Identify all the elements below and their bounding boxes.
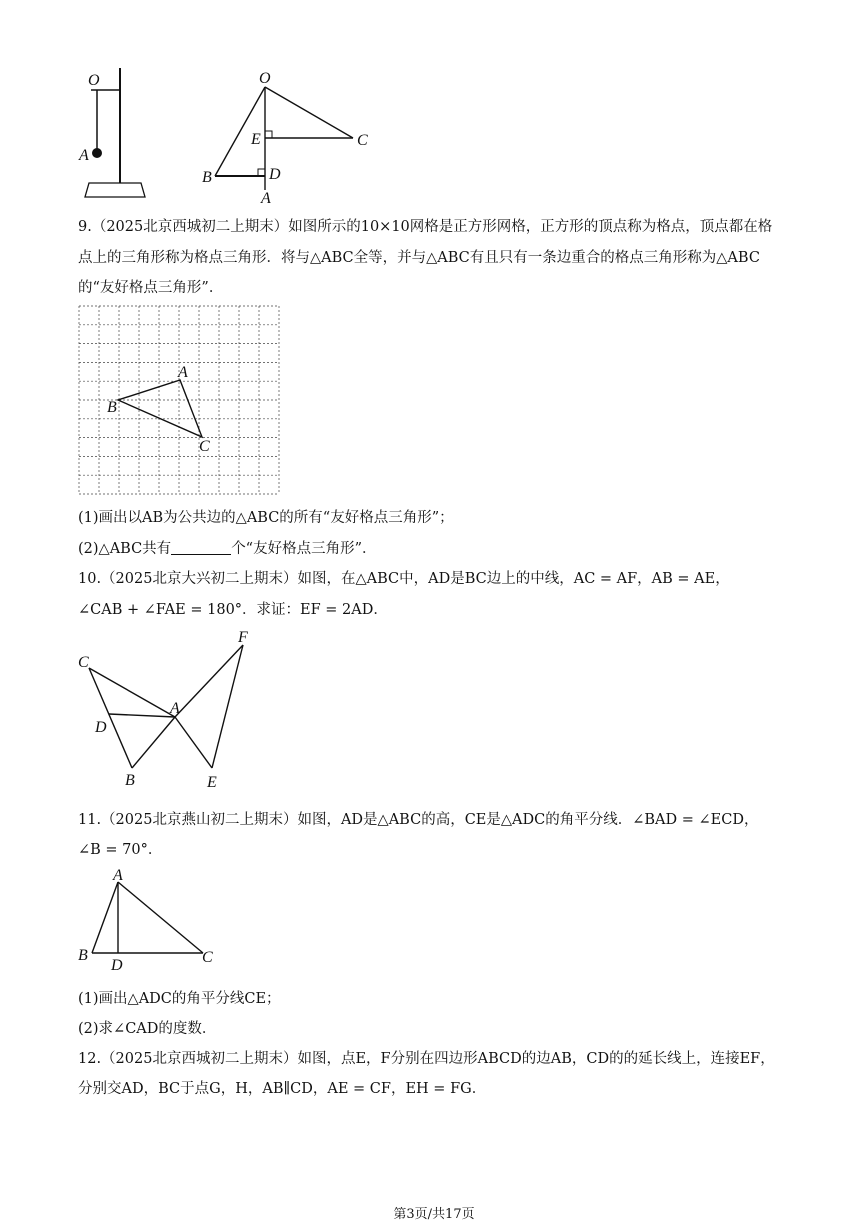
q9-sub1: (1)画出以AB为公共边的△ABC的所有“友好格点三角形”；: [78, 510, 454, 526]
page-footer: 第3页/共17页: [393, 1207, 475, 1222]
q12-line1: 12.（2025北京西城初二上期末）如图，点E，F分别在四边形ABCD的边AB，CD的的延长线上，连接EF，: [78, 1051, 775, 1067]
q11-sub2: (2)求∠CAD的度数．: [78, 1021, 217, 1037]
q9-line1: 9.（2025北京西城初二上期末）如图所示的10×10网格是正方形网格，正方形的顶点称为格点，顶点都在格: [78, 219, 773, 235]
q10-line1: 10.（2025北京大兴初二上期末）如图，在△ABC中，AD是BC边上的中线，AC = AF，AB = AE，: [78, 571, 730, 587]
label-A: A: [178, 364, 188, 381]
label-C: C: [199, 438, 210, 455]
label-E: E: [207, 774, 217, 791]
label-D: D: [111, 957, 123, 974]
label-A: A: [113, 867, 123, 884]
label-F: F: [238, 629, 248, 646]
label-B: B: [78, 947, 88, 964]
label-C: C: [357, 132, 368, 149]
label-O: O: [259, 70, 271, 87]
q11-line1: 11.（2025北京燕山初二上期末）如图，AD是△ABC的高，CE是△ADC的角平分线．∠BAD = ∠ECD，: [78, 812, 759, 828]
q9-sub2-pre: (2)△ABC共有: [78, 541, 172, 557]
label-C: C: [202, 949, 213, 966]
q9-line3: 的“友好格点三角形”．: [78, 280, 224, 296]
q11-sub1: (1)画出△ADC的角平分线CE；: [78, 991, 281, 1007]
q12-line2: 分别交AD，BC于点G，H，AB∥CD，AE = CF，EH = FG．: [78, 1081, 487, 1097]
label-B: B: [107, 399, 117, 416]
q9-sub2-post: 个“友好格点三角形”．: [231, 541, 377, 557]
label-B: B: [125, 772, 135, 789]
label-O: O: [88, 72, 100, 89]
q10-figure: [75, 625, 265, 795]
q11-figure: [75, 865, 225, 975]
label-A: A: [261, 190, 271, 207]
label-B: B: [202, 169, 212, 186]
q10-line2: ∠CAB + ∠FAE = 180°．求证：EF = 2AD．: [78, 602, 388, 618]
label-D: D: [95, 719, 107, 736]
label-E: E: [251, 131, 261, 148]
q11-line2: ∠B = 70°．: [78, 842, 163, 858]
label-C: C: [78, 654, 89, 671]
label-D: D: [269, 166, 281, 183]
q9-line2: 点上的三角形称为格点三角形．将与△ABC全等，并与△ABC有且只有一条边重合的格点三角形称为△ABC: [78, 250, 760, 266]
top-left-figure: [75, 65, 165, 200]
label-A: A: [170, 700, 180, 717]
answer-blank: [171, 540, 231, 555]
q9-grid-figure: [78, 305, 280, 495]
top-right-figure: [195, 65, 385, 205]
label-A: A: [79, 147, 89, 164]
q9-sub2: [78, 537, 377, 558]
